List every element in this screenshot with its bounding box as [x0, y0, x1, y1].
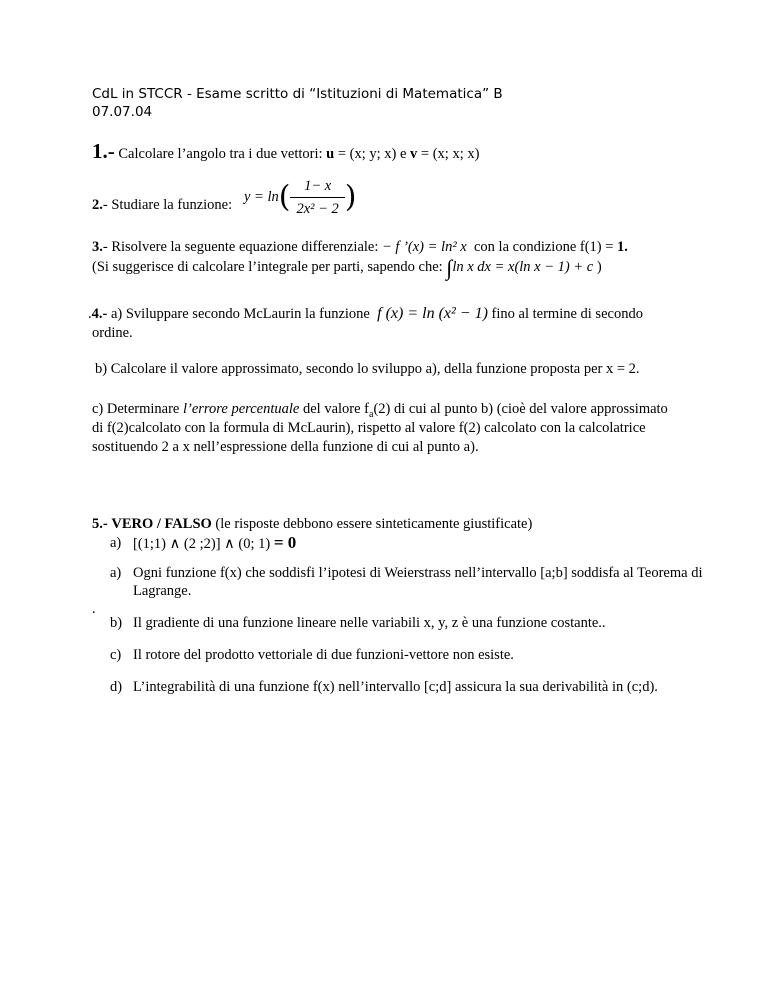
hint-text: (Si suggerisce di calcolare l’integrale per parti, sapendo che:: [92, 259, 443, 275]
formula-lhs: y = ln: [244, 188, 279, 205]
question-5-title: VERO / FALSO: [111, 516, 212, 532]
exam-date: 07.07.04: [92, 104, 153, 120]
true-false-item: [110, 564, 710, 600]
initial-condition-value: 1.: [617, 239, 628, 255]
item-text: [(1;1) ∧ (2 ;2)] ∧ (0; 1): [133, 536, 271, 552]
question-3-text: - Risolvere la seguente equazione differenziale:: [102, 239, 379, 255]
right-paren-icon: ): [344, 179, 357, 215]
question-2-text: - Studiare la funzione:: [102, 197, 233, 213]
true-false-item: [110, 646, 710, 664]
question-5-heading: [92, 515, 532, 533]
item-label: c): [110, 647, 122, 663]
item-text: Il gradiente di una funzione lineare nelle variabili x, y, z è una funzione costante..: [133, 615, 606, 631]
item-text: L’integrabilità di una funzione f(x) nell’intervallo [c;d] assicura la sua derivabilità in (c;d).: [133, 679, 658, 695]
question-4b: b) Calcolare il valore approssimato, secondo lo sviluppo a), della funzione proposta per x = 2.: [95, 361, 640, 377]
true-false-item: [110, 614, 710, 632]
question-4c-line2: di f(2)calcolato con la formula di McLaurin), rispetto al valore f(2) calcolato con la calcolatrice: [92, 420, 646, 436]
question-1: [92, 139, 480, 163]
function-formula-q2: [244, 176, 357, 219]
question-4c-prefix: c) Determinare: [92, 401, 180, 417]
question-1-text: Calcolare l’angolo tra i due vettori:: [118, 146, 323, 162]
item-text: Ogni funzione f(x) che soddisfi l’ipotesi di Weierstrass nell’intervallo [a;b] soddisfa al Teorema di Lagrange.: [133, 565, 703, 599]
question-3-number: 3.: [92, 239, 103, 255]
vector-u-label: u: [326, 146, 335, 162]
approx-subscript: a: [369, 408, 374, 420]
question-4-number: 4.-: [91, 306, 108, 322]
fraction: [290, 176, 344, 219]
stray-dot: .: [92, 601, 96, 617]
initial-condition: con la condizione f(1) =: [473, 239, 614, 255]
vector-v-value: = (x; x; x): [420, 146, 480, 162]
vector-v-label: v: [410, 146, 418, 162]
item-text: Il rotore del prodotto vettoriale di due funzioni-vettore non esiste.: [133, 647, 514, 663]
question-4c-text-a: del valore f: [302, 401, 370, 417]
question-5-number: 5.-: [92, 516, 108, 532]
integral-sign-icon: ∫: [446, 255, 453, 280]
true-false-item: [110, 678, 710, 696]
question-4c-text-b: (2) di cui al punto b) (cioè del valore approssimato: [373, 401, 668, 417]
question-3: [92, 238, 628, 256]
fraction-denominator: 2x² − 2: [296, 201, 339, 217]
question-4a-text: a) Sviluppare secondo McLaurin la funzione: [110, 306, 370, 322]
differential-equation: − f ’(x) = ln² x: [382, 239, 467, 255]
item-label: b): [110, 615, 123, 631]
exam-header-line: CdL in STCCR - Esame scritto di “Istituzioni di Matematica” B: [92, 86, 503, 102]
question-3-hint: [92, 255, 602, 280]
item-equals-zero: = 0: [273, 533, 297, 552]
question-4a-tail: fino al termine di secondo: [491, 306, 643, 322]
question-2: [92, 196, 232, 214]
question-4c-line3: sostituendo 2 a x nell’espressione della funzione di cui al punto a).: [92, 439, 479, 455]
question-4-prefix: .: [88, 306, 92, 322]
hint-close-paren: ): [596, 259, 602, 275]
item-label: a): [110, 535, 122, 551]
left-paren-icon: (: [278, 179, 291, 215]
vector-u-value: = (x; y; x) e: [337, 146, 407, 162]
question-2-number: 2.: [92, 197, 103, 213]
mclaurin-function: f (x) = ln (x² − 1): [377, 305, 488, 322]
true-false-item: [110, 534, 710, 553]
hint-integral-formula: ln x dx = x(ln x − 1) + c: [452, 259, 594, 275]
item-label: d): [110, 679, 123, 695]
question-5-subtitle: (le risposte debbono essere sinteticamente giustificate): [215, 516, 533, 532]
question-4a-line2: ordine.: [92, 325, 133, 341]
item-label: a): [110, 565, 122, 581]
question-1-number: 1.-: [92, 139, 115, 163]
fraction-numerator: 1− x: [290, 176, 344, 198]
question-4a: [88, 305, 643, 323]
percent-error-term: l’errore percentuale: [182, 401, 300, 417]
